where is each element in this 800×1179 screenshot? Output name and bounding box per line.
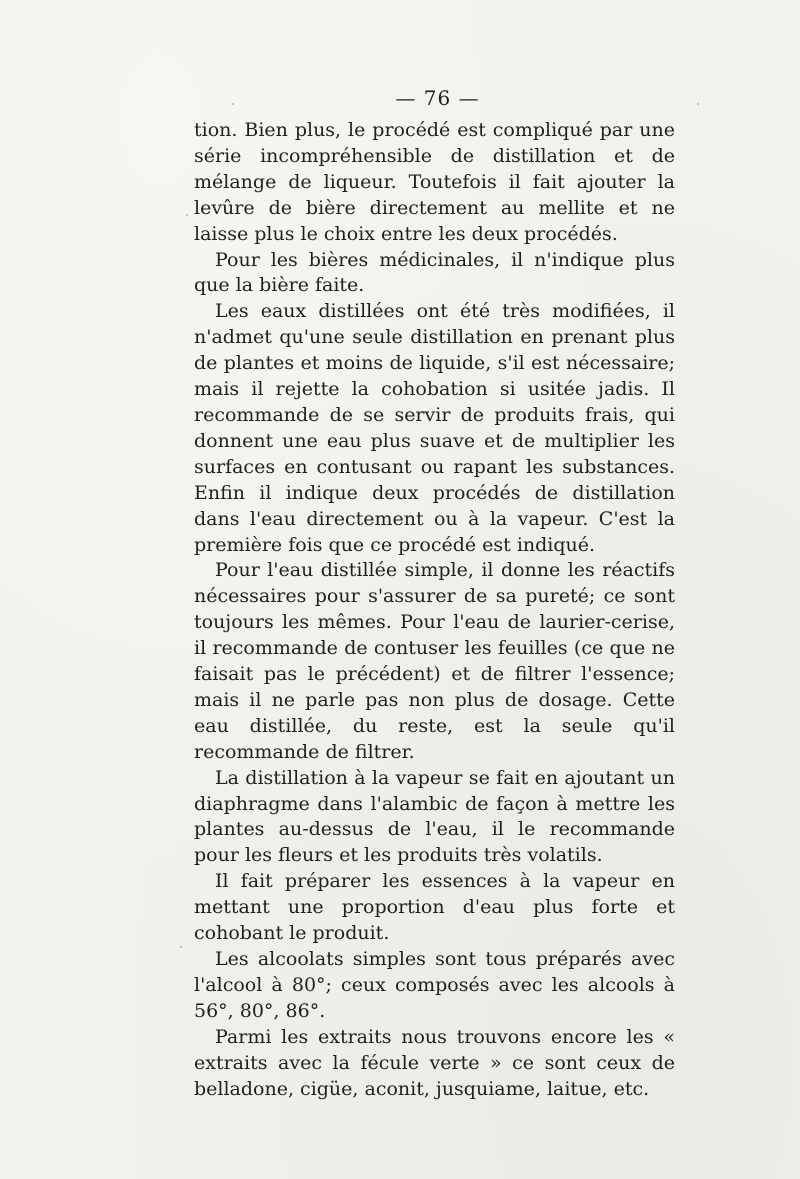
paper-speck <box>232 103 234 105</box>
paragraph-5: La distillation à la vapeur se fait en ajoutant un diaphragme dans l'alambic de façon à mettre les plantes au-dessus de l'eau, il le recommande pour les fleurs et les produits très volatils. <box>194 766 675 867</box>
paper-speck <box>697 103 699 105</box>
paragraph-6: Il fait préparer les essences à la vapeur en mettant une proportion d'eau plus forte et cohobant le produit. <box>194 870 675 945</box>
paper-speck <box>180 946 182 948</box>
page-number: — 76 — <box>395 86 480 110</box>
body-text <box>194 118 675 1102</box>
paragraph-2: Pour les bières médicinales, il n'indique plus que la bière faite. <box>194 248 675 297</box>
paragraph-7: Les alcoolats simples sont tous préparés avec l'alcool à 80°; ceux composés avec les alcools à 56°, 80°, 86°. <box>194 948 675 1022</box>
paragraph-8: Parmi les extraits nous trouvons encore les « extraits avec la fécule verte » ce sont ceux de belladone, cigüe, aconit, jusquiame, laitue, etc. <box>194 1025 675 1100</box>
paragraph-4: Pour l'eau distillée simple, il donne les réactifs nécessaires pour s'assurer de sa pureté; ce sont toujours les mêmes. Pour l'eau de laurier-cerise, il recommande de contuser les feuilles (ce que ne faisait pas le précédent) et de filtrer l'essence; mais il ne parle pas non plus de dosage. Cette eau distillée, du reste, est la seule qu'il recommande de filtrer. <box>194 559 675 763</box>
paragraph-3: Les eaux distillées ont été très modifiées, il n'admet qu'une seule distillation en prenant plus de plantes et moins de liquide, s'il est nécessaire; mais il rejette la cohobation si usitée jadis. Il recommande de se servir de produits frais, qui donnent une eau plus suave et de multiplier les surfaces en contusant ou rapant les substances. Enfin il indique deux procédés de distillation dans l'eau directement ou à la vapeur. C'est la première fois que ce procédé est indiqué. <box>194 300 675 556</box>
paper-speck <box>635 990 637 992</box>
paper-speck <box>186 214 188 216</box>
paragraph-1: tion. Bien plus, le procédé est compliqué par une série incompréhensible de distillation et de mélange de liqueur. Toutefois il fait ajouter la levûre de bière directement au mellite et ne laisse plus le choix entre les deux procédés. <box>194 119 675 245</box>
